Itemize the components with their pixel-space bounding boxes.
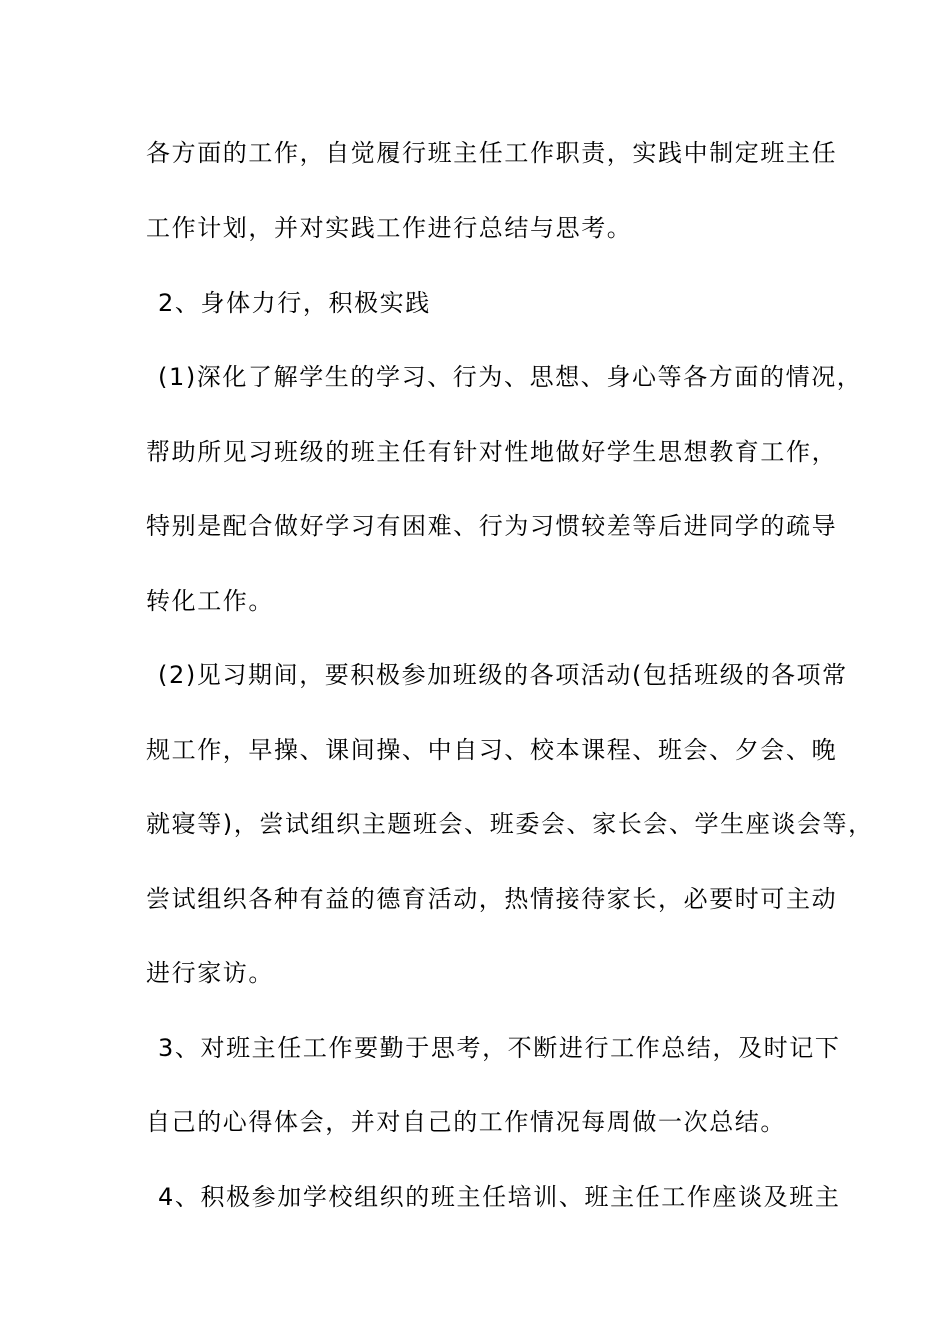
list-item-heading: 2、身体力行，积极实践 bbox=[158, 289, 431, 317]
text-line: 特别是配合做好学习有困难、行为习惯较差等后进同学的疏导 bbox=[146, 512, 838, 540]
text-line: 就寝等)，尝试组织主题班会、班委会、家长会、学生座谈会等， bbox=[146, 810, 874, 838]
text-line: 尝试组织各种有益的德育活动，热情接待家长，必要时可主动 bbox=[146, 885, 838, 913]
text-line: 工作计划，并对实践工作进行总结与思考。 bbox=[146, 214, 633, 242]
list-item-heading: 3、对班主任工作要勤于思考，不断进行工作总结，及时记下 bbox=[158, 1034, 841, 1062]
text-line: 规工作，早操、课间操、中自习、校本课程、班会、夕会、晚 bbox=[146, 736, 838, 764]
sub-item-text: (2)见习期间，要积极参加班级的各项活动(包括班级的各项常 bbox=[158, 661, 848, 689]
text-line: 自己的心得体会，并对自己的工作情况每周做一次总结。 bbox=[146, 1108, 786, 1136]
text-line: 转化工作。 bbox=[146, 587, 274, 615]
text-line: 各方面的工作，自觉履行班主任工作职责，实践中制定班主任 bbox=[146, 139, 838, 167]
text-line: 进行家访。 bbox=[146, 959, 274, 987]
list-item-heading: 4、积极参加学校组织的班主任培训、班主任工作座谈及班主 bbox=[158, 1183, 841, 1211]
text-line: 帮助所见习班级的班主任有针对性地做好学生思想教育工作， bbox=[146, 438, 838, 466]
sub-item-text: (1)深化了解学生的学习、行为、思想、身心等各方面的情况， bbox=[158, 363, 863, 391]
